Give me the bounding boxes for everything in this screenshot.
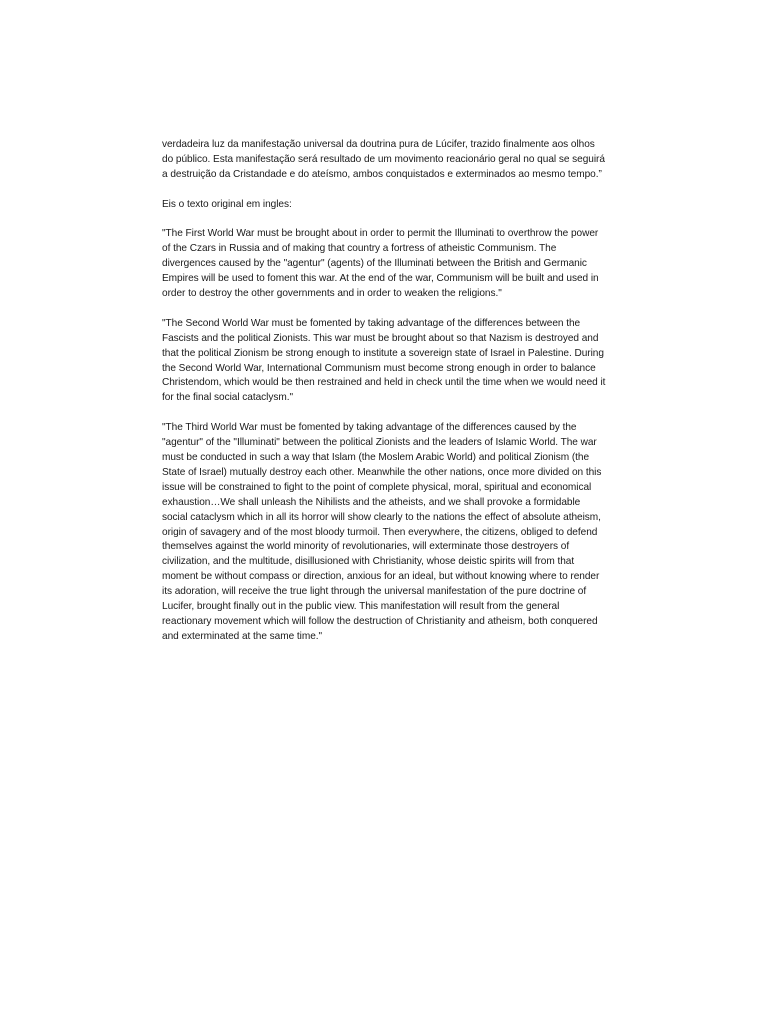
paragraph-second-world-war: "The Second World War must be fomented by taking advantage of the differences between the Fascists and the political Zionists. This war must be brought about so that Nazism is destroyed and that the political Zionism be strong enough to institute a sovereign state of Israel in Palestine. During the Second World War, International Communism must become strong enough in order to balance Christendom, which would be then restrained and held in check until the time when we would need it for the final social cataclysm." — [162, 317, 606, 404]
document-body — [162, 138, 608, 660]
paragraph-original-text-intro: Eis o texto original em ingles: — [162, 198, 292, 210]
paragraph-first-world-war: "The First World War must be brought about in order to permit the Illuminati to overthrow the power of the Czars in Russia and of making that country a fortress of atheistic Communism. The divergences caused by the "agentur" (agents) of the Illuminati between the British and Germanic Empires will be used to foment this war. At the end of the war, Communism will be built and used in order to destroy the other governments and in order to weaken the religions." — [162, 228, 599, 300]
paragraph-portuguese-quote-end: verdadeira luz da manifestação universal da doutrina pura de Lúcifer, trazido finalmente aos olhos do público. Esta manifestação será resultado de um movimento reacionário geral no qual se seguirá a destruição da Cristandade e do ateísmo, ambos conquistados e exterminados ao mesmo tempo.” — [162, 139, 605, 180]
paragraph-third-world-war: "The Third World War must be fomented by taking advantage of the differences caused by the "agentur" of the "Illuminati" between the political Zionists and the leaders of Islamic World. The war must be conducted in such a way that Islam (the Moslem Arabic World) and political Zionism (the State of Israel) mutually destroy each other. Meanwhile the other nations, once more divided on this issue will be constrained to fight to the point of complete physical, moral, spiritual and economical exhaustion…We shall unleash the Nihilists and the atheists, and we shall provoke a formidable social cataclysm which in all its horror will show clearly to the nations the effect of absolute atheism, origin of savagery and of the most bloody turmoil. Then everywhere, the citizens, obliged to defend themselves against the world minority of revolutionaries, will exterminate those destroyers of civilization, and the multitude, disillusioned with Christianity, whose deistic spirits will from that moment be without compass or direction, anxious for an ideal, but without knowing where to render its adoration, will receive the true light through the universal manifestation of the pure doctrine of Lucifer, brought finally out in the public view. This manifestation will result from the general reactionary movement which will follow the destruction of Christianity and atheism, both conquered and exterminated at the same time." — [162, 422, 602, 642]
